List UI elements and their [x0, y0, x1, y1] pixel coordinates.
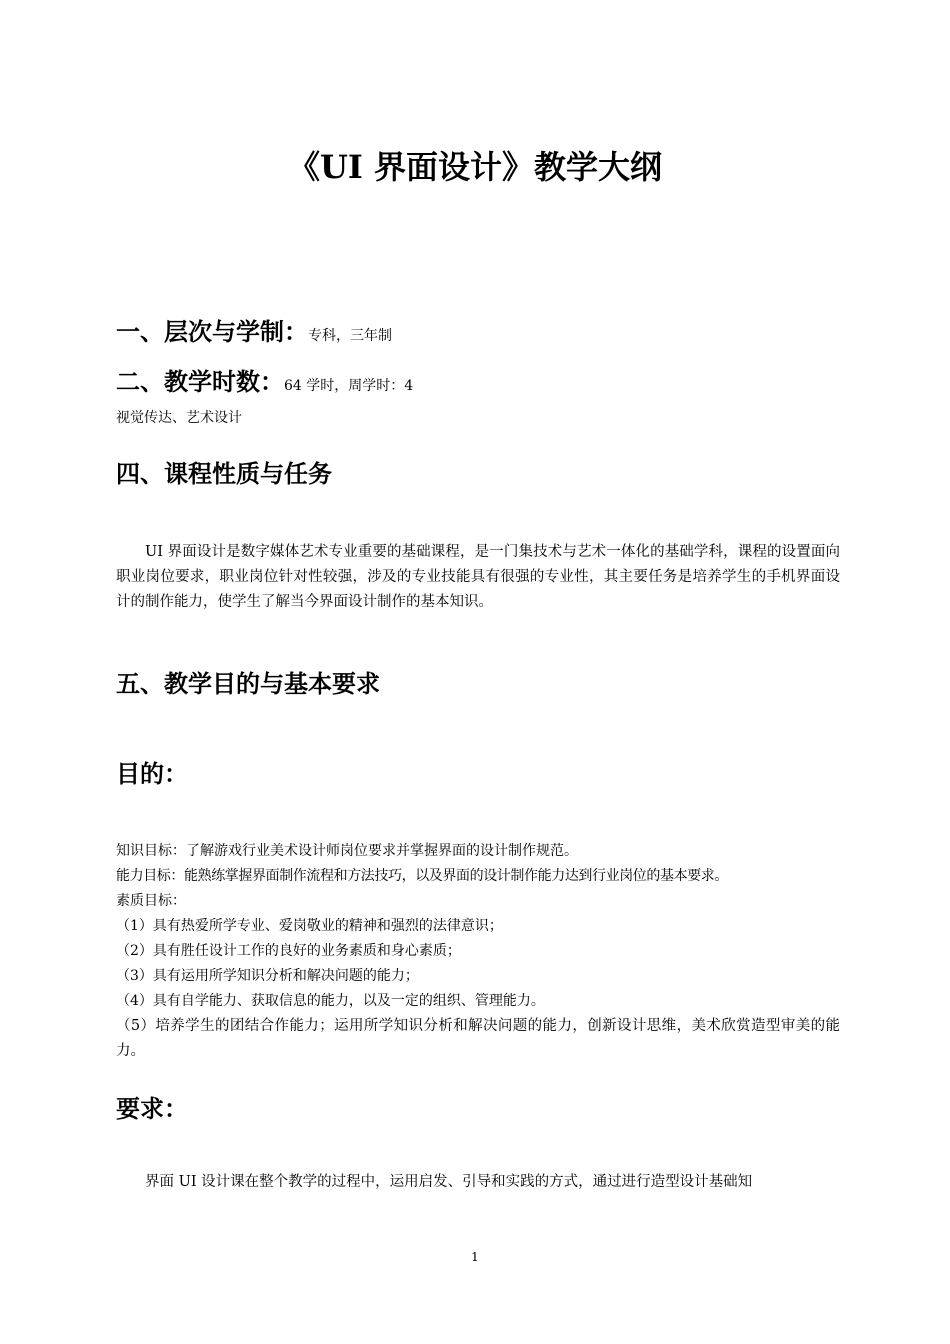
quality-item-2: （2）具有胜任设计工作的良好的业务素质和身心素质； — [116, 943, 461, 959]
requirement-heading: 要求： — [116, 1094, 188, 1123]
level-row — [116, 318, 392, 347]
document-title: 《UI 界面设计》教学大纲 — [287, 148, 663, 186]
section5-heading: 五、教学目的与基本要求 — [116, 669, 380, 698]
ability-goal: 能力目标：能熟练掌握界面制作流程和方法技巧，以及界面的设计制作能力达到行业岗位的基本要求。 — [116, 868, 728, 884]
majors-text: 视觉传达、艺术设计 — [116, 410, 242, 426]
quality-goal-label: 素质目标： — [116, 893, 186, 909]
level-heading: 一、层次与学制： — [116, 317, 308, 346]
level-value: 专科，三年制 — [308, 328, 392, 344]
section4-body: UI 界面设计是数字媒体艺术专业重要的基础课程，是一门集技术与艺术一体化的基础学科，课程的设置面向职业岗位要求，职业岗位针对性较强，涉及的专业技能具有很强的专业性，其主要任务是培养学生的手机界面设计的制作能力，使学生了解当今界面设计制作的基本知识。 — [116, 544, 840, 610]
section4-heading: 四、课程性质与任务 — [116, 459, 332, 488]
quality-item-5: （5）培养学生的团结合作能力；运用所学知识分析和解决问题的能力，创新设计思维，美术欣赏造型审美的能力。 — [116, 1018, 840, 1059]
page-number: 1 — [471, 1250, 479, 1264]
hours-value: 64 学时，周学时：4 — [284, 378, 414, 394]
quality-item-1: （1）具有热爱所学专业、爱岗敬业的精神和强烈的法律意识； — [116, 918, 503, 934]
knowledge-goal: 知识目标：了解游戏行业美术设计师岗位要求并掌握界面的设计制作规范。 — [116, 843, 578, 859]
quality-item-4: （4）具有自学能力、获取信息的能力，以及一定的组织、管理能力。 — [116, 993, 545, 1009]
quality-item-3: （3）具有运用所学知识分析和解决问题的能力； — [116, 968, 419, 984]
hours-heading: 二、教学时数： — [116, 367, 284, 396]
requirement-body: 界面 UI 设计课在整个教学的过程中，运用启发、引导和实践的方式，通过进行造型设计基础知 — [145, 1174, 753, 1190]
purpose-heading: 目的： — [116, 759, 188, 788]
hours-row — [116, 368, 413, 397]
